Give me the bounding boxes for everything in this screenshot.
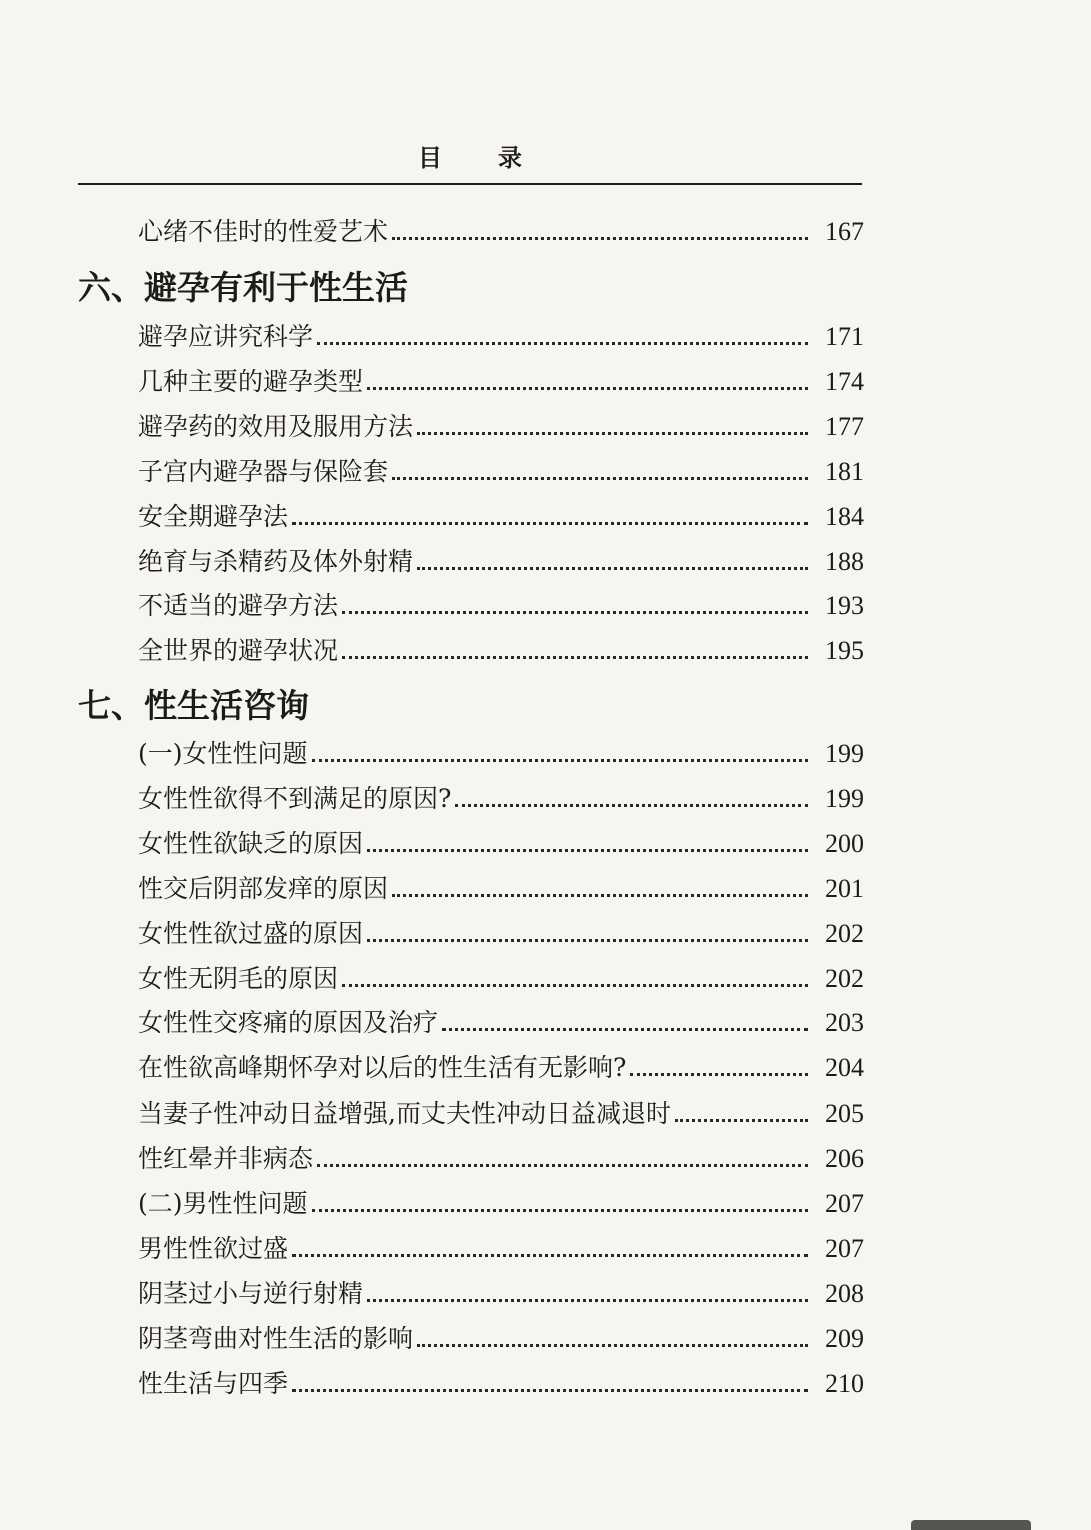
dot-leader bbox=[367, 387, 808, 390]
toc-entry[interactable] bbox=[138, 779, 864, 819]
scan-edge-mark bbox=[911, 1520, 1031, 1530]
toc-entry-title: 心绪不佳时的性爱艺术 bbox=[138, 217, 389, 246]
dot-leader bbox=[455, 804, 808, 807]
toc-entry-title: 在性欲高峰期怀孕对以后的性生活有无影响? bbox=[138, 1053, 627, 1082]
toc-entry-title: 男性性欲过盛 bbox=[138, 1234, 289, 1263]
toc-entry-title: 当妻子性冲动日益增强,而丈夫性冲动日益减退时 bbox=[138, 1099, 671, 1128]
toc-entry-page: 204 bbox=[825, 1053, 864, 1082]
toc-entry-title: 女性性欲得不到满足的原因? bbox=[138, 784, 452, 813]
toc-entry[interactable] bbox=[138, 586, 864, 626]
dot-leader bbox=[312, 759, 808, 762]
toc-entry[interactable] bbox=[138, 914, 864, 954]
toc-entry[interactable] bbox=[138, 1048, 864, 1088]
toc-entry-page: 202 bbox=[825, 964, 864, 993]
toc-entry-page: 208 bbox=[825, 1279, 864, 1308]
dot-leader bbox=[342, 656, 808, 659]
toc-entry-title: 女性性交疼痛的原因及治疗 bbox=[138, 1008, 439, 1037]
toc-entry[interactable] bbox=[138, 1229, 864, 1269]
dot-leader bbox=[675, 1119, 808, 1122]
dot-leader bbox=[292, 1254, 808, 1257]
toc-entry[interactable] bbox=[138, 734, 864, 774]
toc-entry-page: 193 bbox=[825, 591, 864, 620]
toc-entry-title: 绝育与杀精药及体外射精 bbox=[138, 547, 414, 576]
dot-leader bbox=[317, 1164, 808, 1167]
dot-leader bbox=[392, 894, 808, 897]
dot-leader bbox=[367, 939, 808, 942]
toc-entry-page: 207 bbox=[825, 1234, 864, 1263]
toc-entry-title: (二)男性性问题 bbox=[138, 1189, 308, 1218]
toc-entry-title: 女性性欲过盛的原因 bbox=[138, 919, 364, 948]
dot-leader bbox=[417, 1344, 808, 1347]
toc-entry[interactable] bbox=[138, 212, 864, 252]
toc-entry-page: 188 bbox=[825, 547, 864, 576]
toc-entry-page: 177 bbox=[825, 412, 864, 441]
dot-leader bbox=[630, 1073, 808, 1076]
toc-entry[interactable] bbox=[138, 407, 864, 447]
toc-entry[interactable] bbox=[138, 497, 864, 537]
toc-entry[interactable] bbox=[138, 1364, 864, 1404]
dot-leader bbox=[392, 237, 808, 240]
toc-entry[interactable] bbox=[138, 824, 864, 864]
toc-entry-title: 性红晕并非病态 bbox=[138, 1144, 314, 1173]
toc-entry-title: 子宫内避孕器与保险套 bbox=[138, 457, 389, 486]
toc-entry-title: 不适当的避孕方法 bbox=[138, 591, 339, 620]
toc-entry[interactable] bbox=[138, 631, 864, 671]
toc-entry-page: 199 bbox=[825, 784, 864, 813]
dot-leader bbox=[367, 849, 808, 852]
dot-leader bbox=[367, 1299, 808, 1302]
dot-leader bbox=[292, 1389, 808, 1392]
toc-entry[interactable] bbox=[138, 1274, 864, 1314]
dot-leader bbox=[317, 342, 808, 345]
dot-leader bbox=[417, 432, 808, 435]
toc-entry-title: 女性性欲缺乏的原因 bbox=[138, 829, 364, 858]
toc-entry-title: 性交后阴部发痒的原因 bbox=[138, 874, 389, 903]
toc-entry[interactable] bbox=[138, 1184, 864, 1224]
toc-entry[interactable] bbox=[138, 869, 864, 909]
toc-entry-page: 184 bbox=[825, 502, 864, 531]
toc-entry-page: 209 bbox=[825, 1324, 864, 1353]
toc-entry-title: 避孕药的效用及服用方法 bbox=[138, 412, 414, 441]
dot-leader bbox=[312, 1209, 808, 1212]
section-heading[interactable]: 六、避孕有利于性生活 bbox=[78, 268, 408, 307]
dot-leader bbox=[417, 567, 808, 570]
toc-entry-page: 203 bbox=[825, 1008, 864, 1037]
toc-entry[interactable] bbox=[138, 959, 864, 999]
toc-entry-page: 200 bbox=[825, 829, 864, 858]
toc-entry-title: 女性无阴毛的原因 bbox=[138, 964, 339, 993]
toc-entry-page: 202 bbox=[825, 919, 864, 948]
toc-entry-page: 201 bbox=[825, 874, 864, 903]
toc-entry-title: 性生活与四季 bbox=[138, 1369, 289, 1398]
running-head: 目录 bbox=[418, 144, 578, 172]
toc-entry-title: 几种主要的避孕类型 bbox=[138, 367, 364, 396]
toc-entry-page: 167 bbox=[825, 217, 864, 246]
toc-entry[interactable] bbox=[138, 542, 864, 582]
toc-entry-title: 安全期避孕法 bbox=[138, 502, 289, 531]
section-heading[interactable]: 七、性生活咨询 bbox=[78, 686, 309, 725]
toc-entry-page: 181 bbox=[825, 457, 864, 486]
dot-leader bbox=[342, 611, 808, 614]
toc-entry-page: 206 bbox=[825, 1144, 864, 1173]
toc-entry[interactable] bbox=[138, 1139, 864, 1179]
toc-entry-title: 全世界的避孕状况 bbox=[138, 636, 339, 665]
dot-leader bbox=[342, 984, 808, 987]
dot-leader bbox=[442, 1028, 808, 1031]
toc-entry[interactable] bbox=[138, 317, 864, 357]
toc-entry-title: (一)女性性问题 bbox=[138, 739, 308, 768]
toc-entry-page: 210 bbox=[825, 1369, 864, 1398]
toc-entry-page: 199 bbox=[825, 739, 864, 768]
toc-entry[interactable] bbox=[138, 1319, 864, 1359]
toc-entry-page: 195 bbox=[825, 636, 864, 665]
toc-entry-page: 207 bbox=[825, 1189, 864, 1218]
toc-entry-title: 阴茎过小与逆行射精 bbox=[138, 1279, 364, 1308]
toc-entry[interactable] bbox=[138, 362, 864, 402]
toc-entry-page: 174 bbox=[825, 367, 864, 396]
dot-leader bbox=[292, 522, 808, 525]
toc-entry[interactable] bbox=[138, 452, 864, 492]
toc-entry-page: 205 bbox=[825, 1099, 864, 1128]
toc-entry-page: 171 bbox=[825, 322, 864, 351]
toc-entry[interactable] bbox=[138, 1003, 864, 1043]
toc-entry-title: 避孕应讲究科学 bbox=[138, 322, 314, 351]
dot-leader bbox=[392, 477, 808, 480]
toc-entry-title: 阴茎弯曲对性生活的影响 bbox=[138, 1324, 414, 1353]
toc-entry[interactable] bbox=[138, 1094, 864, 1134]
